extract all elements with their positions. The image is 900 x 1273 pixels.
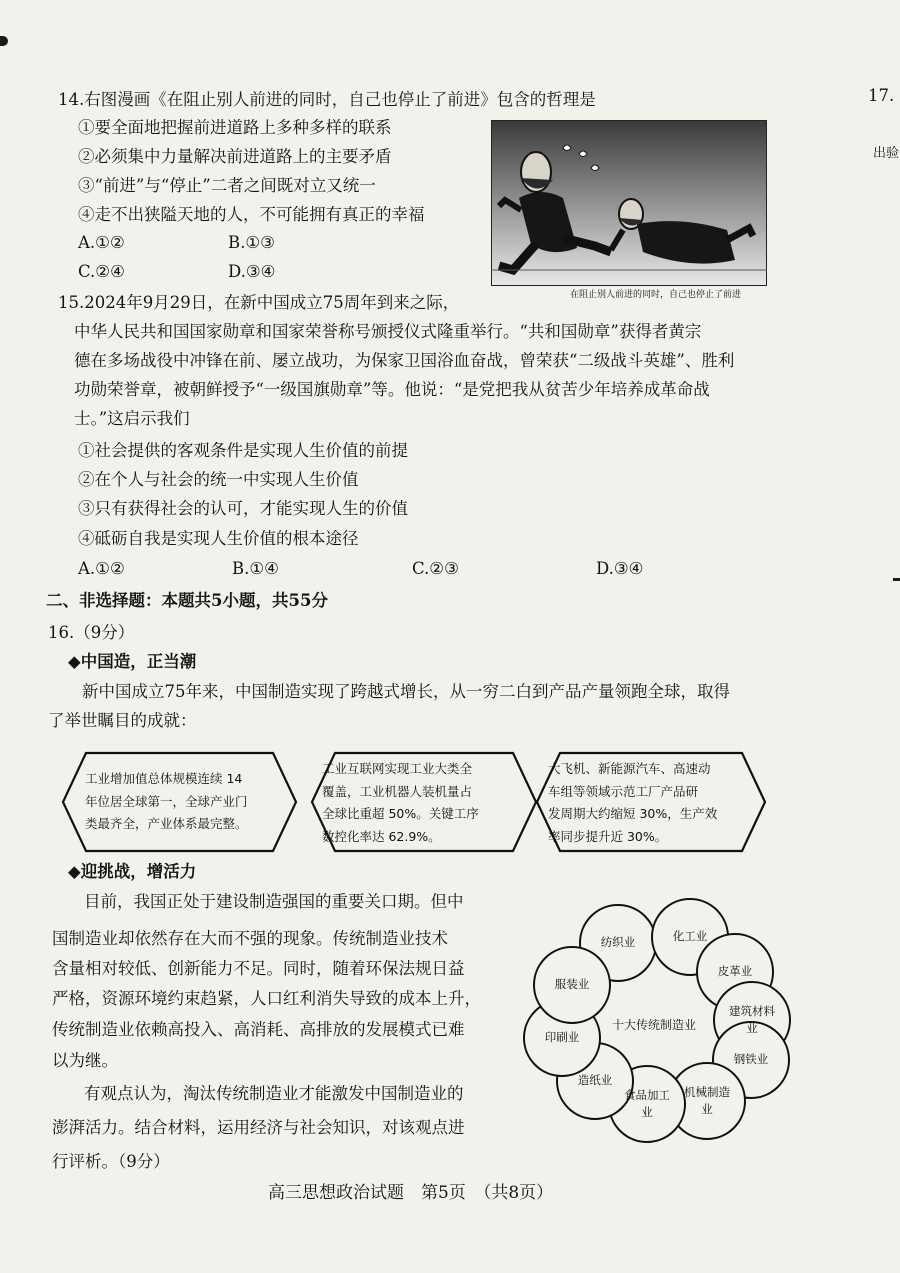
- q15-choice-c: C.②③: [412, 559, 459, 578]
- q15-option-2: ②在个人与社会的统一中实现人生价值: [78, 470, 359, 489]
- q15-choice-d: D.③④: [596, 559, 644, 578]
- q16-subheading-2: ◆迎挑战，增活力: [68, 862, 197, 881]
- industry-label: 服装业: [554, 977, 590, 991]
- hex-box-3-line: 率同步提升近 30%。: [548, 828, 668, 844]
- q15-option-1: ①社会提供的客观条件是实现人生价值的前提: [78, 441, 408, 460]
- q16-viewpoint-line-3: 行评析。（9分）: [52, 1152, 170, 1171]
- industry-label: 建筑材料业: [729, 1004, 775, 1035]
- hex-box-2-line: 覆盖，工业机器人装机量占: [322, 783, 473, 799]
- industry-label: 化工业: [672, 929, 708, 943]
- q15-line-2: 中华人民共和国国家勋章和国家荣誉称号颁授仪式隆重举行。“共和国勋章”获得者黄宗: [74, 322, 702, 341]
- q15-choice-b: B.①④: [232, 559, 279, 578]
- q16-header: 16.（9分）: [48, 623, 135, 642]
- q14-choice-a: A.①②: [78, 233, 125, 252]
- q16-intro-line-1: 新中国成立75年来，中国制造实现了跨越式增长，从一穷二白到产品产量领跑全球，取得: [82, 682, 730, 701]
- q15-option-4: ④砥砺自我是实现人生价值的根本途径: [78, 529, 359, 548]
- q14-cartoon-caption: 在阻止别人前进的同时，自己也停止了前进: [570, 290, 742, 300]
- hex-box-2-line: 数控化率达 62.9%。: [322, 828, 441, 844]
- q16-viewpoint-line-2: 澎湃活力。结合材料，运用经济与社会知识，对该观点进: [52, 1118, 465, 1137]
- page-footer: 高三思想政治试题 第5页 （共8页）: [268, 1183, 554, 1203]
- hex-box-3-line: 发周期大约缩短 30%，生产效: [548, 806, 718, 821]
- industry-label: 纺织业: [600, 935, 636, 949]
- industries-center-label: 十大传统制造业: [612, 1018, 697, 1032]
- q14-choice-b: B.①③: [228, 233, 275, 252]
- hex-box-3-line: 大飞机、新能源汽车、高速动: [548, 761, 711, 776]
- hex-box-1-line: 工业增加值总体规模连续 14: [85, 771, 243, 786]
- q16-material-line-4: 严格，资源环境约束趋紧，人口红利消失导致的成本上升，: [52, 989, 481, 1008]
- q14-option-2: ②必须集中力量解决前进道路上的主要矛盾: [78, 147, 392, 166]
- hex-box-2-line: 全球比重超 50%。关键工序: [322, 806, 479, 821]
- q16-material-line-6: 以为继。: [52, 1051, 118, 1070]
- industry-label: 机械制造业: [684, 1085, 730, 1116]
- q14-option-1: ①要全面地把握前进道路上多种多样的联系: [78, 118, 392, 137]
- hex-box-1-line: 年位居全球第一，全球产业门: [85, 793, 248, 809]
- hex-box-2-line: 工业互联网实现工业大类全: [322, 761, 473, 776]
- q14-choice-c: C.②④: [78, 262, 125, 281]
- q16-material-line-1: 目前，我国正处于建设制造强国的重要关口期。但中: [84, 892, 464, 911]
- q16-material-line-2: 国制造业却依然存在大而不强的现象。传统制造业技术: [52, 929, 448, 948]
- q16-material-line-3: 含量相对较低、创新能力不足。同时，随着环保法规日益: [52, 959, 465, 978]
- hex-box-3-line: 车组等领域示范工厂产品研: [548, 783, 699, 799]
- q15-line-4: 功勋荣誉章，被朝鲜授予“一级国旗勋章”等。他说：“是党把我从贫苦少年培养成革命战: [74, 380, 710, 399]
- q16-viewpoint-line-1: 有观点认为，淘汰传统制造业才能激发中国制造业的: [84, 1084, 464, 1103]
- next-column-question-number: 17.: [868, 86, 895, 105]
- q15-option-3: ③只有获得社会的认可，才能实现人生的价值: [78, 499, 408, 518]
- q16-intro-line-2: 了举世瞩目的成就：: [48, 711, 197, 730]
- q16-subheading-1: ◆中国造，正当潮: [68, 652, 197, 671]
- industry-label: 造纸业: [577, 1073, 613, 1087]
- q16-material-line-5: 传统制造业依赖高投入、高消耗、高排放的发展模式已难: [52, 1020, 465, 1039]
- section-2-title: 二、非选择题：本题共5小题，共55分: [46, 591, 328, 610]
- q14-stem: 14.右图漫画《在阻止别人前进的同时，自己也停止了前进》包含的哲理是: [58, 90, 596, 109]
- industry-label: 食品加工业: [624, 1088, 670, 1119]
- q15-line-3: 德在多场战役中冲锋在前、屡立战功，为保家卫国浴血奋战，曾荣获“二级战斗英雄”、胜利: [74, 351, 735, 370]
- industry-label: 钢铁业: [733, 1052, 769, 1066]
- next-column-fragment: 出验: [873, 146, 900, 161]
- q14-choice-d: D.③④: [228, 262, 276, 281]
- q15-choice-a: A.①②: [78, 559, 125, 578]
- q15-line-1: 15.2024年9月29日，在新中国成立75周年到来之际，: [58, 293, 460, 312]
- industry-label: 印刷业: [544, 1030, 580, 1044]
- industry-label: 皮革业: [717, 964, 753, 978]
- q14-option-3: ③“前进”与“停止”二者之间既对立又统一: [78, 176, 376, 195]
- q15-line-5: 士。”这启示我们: [74, 409, 190, 428]
- q14-option-4: ④走不出狭隘天地的人，不可能拥有真正的幸福: [78, 205, 425, 224]
- hex-box-1-line: 类最齐全，产业体系最完整。: [85, 816, 248, 831]
